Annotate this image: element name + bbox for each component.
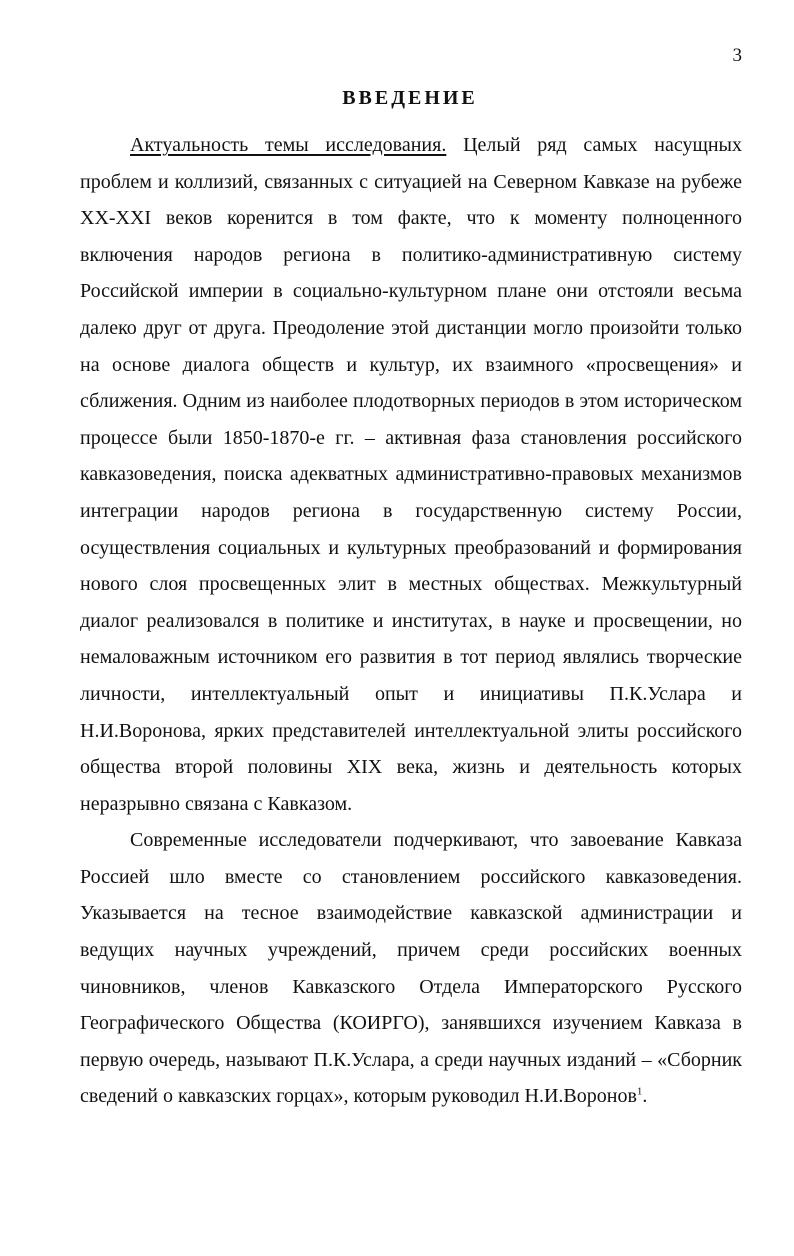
body-text [80,127,742,1115]
paragraph-2-end: . [642,1085,648,1108]
paragraph-1-text: Целый ряд самых насущных проблем и коллизий, связанных с ситуацией на Северном Кавказе на рубеже XX-XXI веков коренится в том факте, что к моменту полноценного включения народов региона в политико-административную систему Российской империи в социально-культурном плане они отстояли весьма далеко друг от друга. Преодоление этой дистанции могло произойти только на основе диалога обществ и культур, их взаимного «просвещения» и сближения. Одним из наиболее плодотворных периодов в этом историческом процессе были 1850-1870-е гг. – активная фаза становления российского кавказоведения, поиска адекватных административно-правовых механизмов интеграции народов региона в государственную систему России, осуществления социальных и культурных преобразований и формирования нового слоя просвещенных элит в местных обществах. Межкультурный диалог реализовался в политике и институтах, в науке и просвещении, но немаловажным источником его развития в тот период являлись творческие личности, интеллектуальный опыт и инициативы П.К.Услара и Н.И.Воронова, ярких представителей интеллектуальной элиты российского общества второй половины XIX века, жизнь и деятельность которых неразрывно связана с Кавказом. [80,134,742,815]
footnote-reference: 1 [636,1085,643,1098]
section-heading: ВВЕДЕНИЕ [342,87,478,109]
relevance-heading: Актуальность темы исследования. [130,134,447,156]
paragraph-2 [80,822,742,1115]
paragraph-2-text: Современные исследователи подчеркивают, что завоевание Кавказа Россией шло вместе со становлением российского кавказоведения. Указывается на тесное взаимодействие кавказской администрации и ведущих научных учреждений, причем среди российских военных чиновников, членов Кавказского Отдела Императорского Русского Географического Общества (КОИРГО), занявшихся изучением Кавказа в первую очередь, называют П.К.Услара, а среди научных изданий – «Сборник сведений о кавказских горцах», которым руководил Н.И.Воронов [80,829,742,1108]
page-number: 3 [732,45,742,66]
paragraph-1 [80,127,742,822]
